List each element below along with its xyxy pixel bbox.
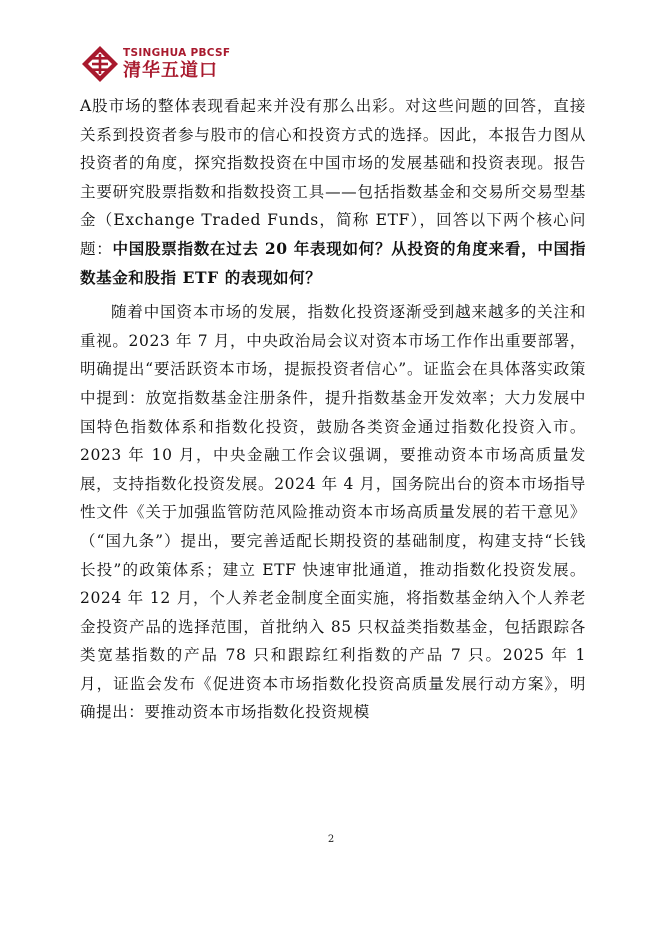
logo-chinese: 清华五道口	[123, 59, 218, 81]
logo-english: TSINGHUA PBCSF	[123, 47, 231, 60]
body-text	[80, 92, 586, 727]
core-questions-bold: 中国股票指数在过去 20 年表现如何？从投资的角度来看，中国指数基金和股指 ETF 的表现如何？	[80, 238, 587, 287]
paragraph-text: 随着中国资本市场的发展，指数化投资逐渐受到越来越多的关注和重视。2023 年 7 月，中央政治局会议对资本市场工作作出重要部署，明确提出“要活跃资本市场，提振投资者信心”。证监会在具体落实政策中提到：放宽指数基金注册条件，提升指数基金开发效率；大力发展中国特色指数体系和指数化投资，鼓励各类资金通过指数化投资入市。2023 年 10 月，中央金融工作会议强调，要推动资本市场高质量发展，支持指数化投资发展。2024 年 4 月，国务院出台的资本市场指导性文件《关于加强监管防范风险推动资本市场高质量发展的若干意见》（“国九条”）提出，要完善适配长期投资的基础制度，构建支持“长钱长投”的政策体系；建立 ETF 快速审批通道，推动指数化投资发展。2024 年 12 月，个人养老金制度全面实施，将指数基金纳入个人养老金投资产品的选择范围，首批纳入 85 只权益类指数基金，包括跟踪各类宽基指数的产品 78 只和跟踪红利指数的产品 7 只。2025 年 1 月，证监会发布《促进资本市场指数化投资高质量发展行动方案》，明确提出：要推动资本市场指数化投资规模	[80, 303, 586, 722]
paragraph-continuation	[80, 92, 586, 292]
paragraph-text: A股市场的整体表现看起来并没有那么出彩。对这些问题的回答，直接关系到投资者参与股市的信心和投资方式的选择。因此，本报告力图从投资者的角度，探究指数投资在中国市场的发展基础和投资表现。报告主要研究股票指数和指数投资工具——包括指数基金和交易所交易型基金（Exchange Traded Funds，简称 ETF），回答以下两个核心问题：	[80, 97, 586, 258]
logo-text	[123, 48, 230, 80]
tsinghua-pbcsf-logo-icon	[80, 44, 120, 84]
page-number: 2	[327, 834, 335, 845]
paragraph-policy-background	[80, 298, 586, 727]
page-header	[80, 44, 230, 84]
